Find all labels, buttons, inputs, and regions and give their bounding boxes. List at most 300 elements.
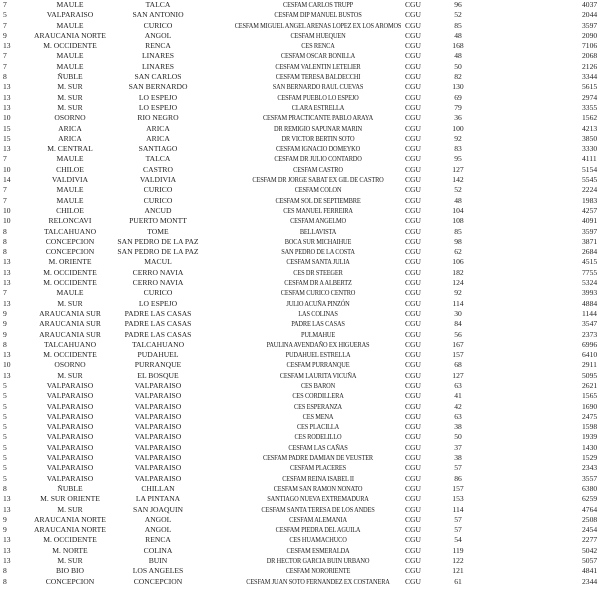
establishment-name-cell: CES ESPERANZA xyxy=(294,401,342,411)
health-service-cell: OSORNO xyxy=(54,360,86,370)
value-b-cell: 3344 xyxy=(582,72,598,82)
establishment-name-cell: CESFAM PLACERES xyxy=(289,463,347,473)
commune-cell: SAN PEDRO DE LA PAZ xyxy=(117,236,199,246)
table-row xyxy=(0,216,600,226)
establishment-name-cell: CESFAM REINA ISABEL II xyxy=(282,473,354,483)
table-row xyxy=(0,196,600,206)
value-a-cell: 96 xyxy=(454,0,462,9)
value-a-cell: 50 xyxy=(454,61,462,71)
value-b-cell: 1690 xyxy=(582,401,598,411)
value-b-cell: 2475 xyxy=(582,411,598,421)
value-a-cell: 63 xyxy=(454,411,462,421)
table-row xyxy=(0,31,600,41)
value-a-cell: 142 xyxy=(452,175,464,185)
health-service-cell: VALPARAISO xyxy=(46,442,94,452)
establishment-name-cell: PULMAHUE xyxy=(300,329,336,339)
table-row xyxy=(0,299,600,309)
establishment-name-cell: CES HUAMACHUCO xyxy=(289,535,347,545)
value-b-cell: 2684 xyxy=(582,247,598,257)
table-row xyxy=(0,484,600,494)
health-service-cell: CHILOE xyxy=(56,205,84,215)
table-row xyxy=(0,525,600,535)
commune-cell: PADRE LAS CASAS xyxy=(124,319,192,329)
table-row xyxy=(0,515,600,525)
type-cell: CGU xyxy=(404,525,422,535)
table-row xyxy=(0,577,600,587)
value-a-cell: 36 xyxy=(454,113,462,123)
health-service-cell: VALPARAISO xyxy=(46,411,94,421)
commune-cell: PADRE LAS CASAS xyxy=(124,308,192,318)
health-service-cell: VALPARAISO xyxy=(46,422,94,432)
region-number-cell: 5 xyxy=(3,401,7,411)
type-cell: CGU xyxy=(404,350,422,360)
establishment-name-cell: CESFAM COLON xyxy=(294,185,342,195)
region-number-cell: 5 xyxy=(3,391,7,401)
region-number-cell: 10 xyxy=(3,113,11,123)
type-cell: CGU xyxy=(404,380,422,390)
health-service-cell: RELONCAVI xyxy=(48,216,92,226)
table-row xyxy=(0,21,600,31)
commune-cell: ANGOL xyxy=(144,30,172,40)
establishment-name-cell: DR HECTOR GARCIA BUIN URBANO xyxy=(266,556,370,566)
table-row xyxy=(0,371,600,381)
region-number-cell: 13 xyxy=(3,535,11,545)
establishment-name-cell: CLARA ESTRELLA xyxy=(291,102,345,112)
value-a-cell: 61 xyxy=(454,576,462,586)
type-cell: CGU xyxy=(404,236,422,246)
commune-cell: VALPARAISO xyxy=(134,432,182,442)
establishment-name-cell: SANTIAGO NUEVA EXTREMADURA xyxy=(267,494,369,504)
health-service-cell: ARAUCANIA NORTE xyxy=(34,525,106,535)
value-a-cell: 153 xyxy=(452,494,464,504)
value-a-cell: 119 xyxy=(452,545,464,555)
table-row xyxy=(0,412,600,422)
health-service-cell: ARAUCANIA NORTE xyxy=(34,30,106,40)
value-a-cell: 85 xyxy=(454,20,462,30)
establishment-name-cell: JULIO ACUÑA PINZÓN xyxy=(286,298,350,308)
region-number-cell: 10 xyxy=(3,205,11,215)
health-service-cell: VALDIVIA xyxy=(51,175,89,185)
commune-cell: SAN PEDRO DE LA PAZ xyxy=(117,247,199,257)
establishment-name-cell: CESFAM LAURITA VICUÑA xyxy=(279,370,357,380)
value-b-cell: 5057 xyxy=(582,556,598,566)
establishment-name-cell: CESFAM ALEMANIA xyxy=(289,514,347,524)
region-number-cell: 5 xyxy=(3,380,7,390)
table-row xyxy=(0,319,600,329)
value-a-cell: 92 xyxy=(454,288,462,298)
value-b-cell: 5545 xyxy=(582,175,598,185)
establishment-name-cell: CESFAM DIP MANUEL BUSTOS xyxy=(274,10,362,20)
establishment-name-cell: CESFAM PIEDRA DEL AGUILA xyxy=(275,525,361,535)
type-cell: CGU xyxy=(404,308,422,318)
region-number-cell: 9 xyxy=(3,514,7,524)
value-b-cell: 4257 xyxy=(582,205,598,215)
value-b-cell: 3557 xyxy=(582,473,598,483)
health-service-cell: M. OCCIDENTE xyxy=(43,278,97,288)
type-cell: CGU xyxy=(404,0,422,9)
table-row xyxy=(0,463,600,473)
value-a-cell: 114 xyxy=(452,504,464,514)
table-row xyxy=(0,330,600,340)
health-service-cell: MAULE xyxy=(56,288,84,298)
region-number-cell: 8 xyxy=(3,576,7,586)
commune-cell: SANTIAGO xyxy=(138,144,178,154)
type-cell: CGU xyxy=(404,185,422,195)
value-b-cell: 2126 xyxy=(582,61,598,71)
value-b-cell: 3871 xyxy=(582,236,598,246)
value-a-cell: 86 xyxy=(454,473,462,483)
establishment-name-cell: SAN PEDRO DE LA COSTA xyxy=(281,247,355,257)
value-b-cell: 5095 xyxy=(582,370,598,380)
table-row xyxy=(0,144,600,154)
table-row xyxy=(0,62,600,72)
commune-cell: PADRE LAS CASAS xyxy=(124,329,192,339)
health-service-cell: TALCAHUANO xyxy=(43,339,97,349)
value-b-cell: 1562 xyxy=(582,113,598,123)
type-cell: CGU xyxy=(404,463,422,473)
type-cell: CGU xyxy=(404,226,422,236)
value-b-cell: 6380 xyxy=(582,483,598,493)
table-row xyxy=(0,185,600,195)
type-cell: CGU xyxy=(404,61,422,71)
region-number-cell: 8 xyxy=(3,226,7,236)
table-row xyxy=(0,494,600,504)
value-a-cell: 38 xyxy=(454,422,462,432)
table-row xyxy=(0,546,600,556)
value-a-cell: 95 xyxy=(454,154,462,164)
value-a-cell: 127 xyxy=(452,370,464,380)
region-number-cell: 13 xyxy=(3,102,11,112)
health-service-cell: VALPARAISO xyxy=(46,463,94,473)
commune-cell: PURRANQUE xyxy=(134,360,182,370)
value-b-cell: 7106 xyxy=(582,41,598,51)
value-b-cell: 2373 xyxy=(582,329,598,339)
value-a-cell: 83 xyxy=(454,144,462,154)
value-b-cell: 4037 xyxy=(582,0,598,9)
value-a-cell: 63 xyxy=(454,380,462,390)
value-b-cell: 3597 xyxy=(582,226,598,236)
table-row xyxy=(0,288,600,298)
region-number-cell: 14 xyxy=(3,175,11,185)
commune-cell: LOS ANGELES xyxy=(132,566,184,576)
type-cell: CGU xyxy=(404,483,422,493)
commune-cell: VALPARAISO xyxy=(134,411,182,421)
commune-cell: CURICO xyxy=(143,195,173,205)
commune-cell: LO ESPEJO xyxy=(138,102,178,112)
table-row xyxy=(0,247,600,257)
value-b-cell: 3850 xyxy=(582,133,598,143)
health-service-cell: MAULE xyxy=(56,195,84,205)
region-number-cell: 13 xyxy=(3,82,11,92)
table-row xyxy=(0,175,600,185)
establishment-name-cell: CESFAM SOL DE SEPTIEMBRE xyxy=(275,195,361,205)
establishment-name-cell: CESFAM CARLOS TRUPP xyxy=(283,0,353,9)
type-cell: CGU xyxy=(404,473,422,483)
type-cell: CGU xyxy=(404,556,422,566)
commune-cell: VALPARAISO xyxy=(134,463,182,473)
health-service-cell: VALPARAISO xyxy=(46,401,94,411)
type-cell: CGU xyxy=(404,20,422,30)
type-cell: CGU xyxy=(404,319,422,329)
health-service-cell: CHILOE xyxy=(56,164,84,174)
establishment-name-cell: CESFAM VALENTIN LETELIER xyxy=(275,61,361,71)
region-number-cell: 13 xyxy=(3,298,11,308)
value-a-cell: 38 xyxy=(454,453,462,463)
type-cell: CGU xyxy=(404,504,422,514)
health-service-cell: VALPARAISO xyxy=(46,453,94,463)
value-a-cell: 41 xyxy=(454,391,462,401)
health-service-cell: MAULE xyxy=(56,0,84,9)
establishment-name-cell: BELLAVISTA xyxy=(299,226,337,236)
type-cell: CGU xyxy=(404,494,422,504)
type-cell: CGU xyxy=(404,195,422,205)
value-a-cell: 124 xyxy=(452,278,464,288)
value-b-cell: 1939 xyxy=(582,432,598,442)
health-service-cell: M. OCCIDENTE xyxy=(43,350,97,360)
type-cell: CGU xyxy=(404,175,422,185)
value-b-cell: 4213 xyxy=(582,123,598,133)
type-cell: CGU xyxy=(404,123,422,133)
establishment-name-cell: DR VICTOR BERTIN SOTO xyxy=(281,133,355,143)
establishment-name-cell: CES PLACILLA xyxy=(296,422,340,432)
type-cell: CGU xyxy=(404,576,422,586)
establishment-name-cell: CESFAM DR JORGE SABAT EX GIL DE CASTRO xyxy=(252,175,384,185)
region-number-cell: 13 xyxy=(3,144,11,154)
health-service-cell: MAULE xyxy=(56,185,84,195)
commune-cell: VALPARAISO xyxy=(134,391,182,401)
commune-cell: VALPARAISO xyxy=(134,453,182,463)
region-number-cell: 8 xyxy=(3,566,7,576)
health-service-cell: M. SUR ORIENTE xyxy=(40,494,100,504)
commune-cell: RENCA xyxy=(145,535,171,545)
type-cell: CGU xyxy=(404,102,422,112)
health-service-cell: ARICA xyxy=(58,123,82,133)
value-a-cell: 57 xyxy=(454,514,462,524)
value-b-cell: 6259 xyxy=(582,494,598,504)
table-row xyxy=(0,278,600,288)
health-service-cell: ARAUCANIA SUR xyxy=(39,329,101,339)
table-row xyxy=(0,93,600,103)
type-cell: CGU xyxy=(404,442,422,452)
commune-cell: PUERTO MONTT xyxy=(129,216,187,226)
region-number-cell: 5 xyxy=(3,422,7,432)
commune-cell: CHILLAN xyxy=(141,483,175,493)
table-row xyxy=(0,556,600,566)
commune-cell: ARICA xyxy=(146,123,170,133)
health-service-cell: ARICA xyxy=(58,133,82,143)
region-number-cell: 13 xyxy=(3,494,11,504)
type-cell: CGU xyxy=(404,113,422,123)
region-number-cell: 13 xyxy=(3,370,11,380)
establishment-name-cell: CESFAM DR A ALBERTZ xyxy=(284,278,352,288)
value-b-cell: 3547 xyxy=(582,319,598,329)
table-row xyxy=(0,206,600,216)
value-b-cell: 6410 xyxy=(582,350,598,360)
table-row xyxy=(0,10,600,20)
value-a-cell: 92 xyxy=(454,133,462,143)
commune-cell: SAN BERNARDO xyxy=(128,82,188,92)
value-a-cell: 52 xyxy=(454,185,462,195)
table-row xyxy=(0,309,600,319)
commune-cell: ANGOL xyxy=(144,525,172,535)
value-a-cell: 100 xyxy=(452,123,464,133)
value-b-cell: 3993 xyxy=(582,288,598,298)
health-service-cell: TALCAHUANO xyxy=(43,226,97,236)
value-a-cell: 127 xyxy=(452,164,464,174)
region-number-cell: 9 xyxy=(3,329,7,339)
commune-cell: VALDIVIA xyxy=(139,175,177,185)
region-number-cell: 13 xyxy=(3,257,11,267)
establishment-name-cell: CES MENA xyxy=(302,411,334,421)
establishment-name-cell: CESFAM MIGUEL ANGEL ARENAS LOPEZ EX LOS AROMOS xyxy=(234,20,402,30)
health-service-cell: MAULE xyxy=(56,51,84,61)
value-a-cell: 79 xyxy=(454,102,462,112)
table-row xyxy=(0,227,600,237)
value-a-cell: 57 xyxy=(454,463,462,473)
region-number-cell: 7 xyxy=(3,61,7,71)
commune-cell: SAN CARLOS xyxy=(134,72,182,82)
value-b-cell: 1598 xyxy=(582,422,598,432)
value-a-cell: 157 xyxy=(452,350,464,360)
type-cell: CGU xyxy=(404,257,422,267)
table-row xyxy=(0,134,600,144)
establishment-name-cell: CESFAM ANGELMO xyxy=(290,216,346,226)
health-service-cell: M. SUR xyxy=(57,92,83,102)
region-number-cell: 5 xyxy=(3,442,7,452)
table-row xyxy=(0,103,600,113)
establishment-name-cell: CESFAM PUEBLO LO ESPEJO xyxy=(277,92,359,102)
table-row xyxy=(0,360,600,370)
commune-cell: LINARES xyxy=(141,61,175,71)
value-a-cell: 68 xyxy=(454,360,462,370)
region-number-cell: 8 xyxy=(3,236,7,246)
type-cell: CGU xyxy=(404,432,422,442)
health-service-cell: M. CENTRAL xyxy=(47,144,93,154)
value-b-cell: 1144 xyxy=(582,308,597,318)
value-a-cell: 84 xyxy=(454,319,462,329)
type-cell: CGU xyxy=(404,205,422,215)
region-number-cell: 13 xyxy=(3,41,11,51)
table-row xyxy=(0,535,600,545)
value-a-cell: 98 xyxy=(454,236,462,246)
health-service-cell: M. SUR xyxy=(57,298,83,308)
region-number-cell: 5 xyxy=(3,411,7,421)
type-cell: CGU xyxy=(404,453,422,463)
region-number-cell: 5 xyxy=(3,453,7,463)
value-b-cell: 2343 xyxy=(582,463,598,473)
region-number-cell: 8 xyxy=(3,483,7,493)
commune-cell: LA PINTANA xyxy=(135,494,181,504)
value-a-cell: 69 xyxy=(454,92,462,102)
establishment-name-cell: CESFAM HUEQUEN xyxy=(290,30,346,40)
establishment-name-cell: CESFAM PADRE DAMIAN DE VEUSTER xyxy=(262,453,374,463)
region-number-cell: 13 xyxy=(3,350,11,360)
health-service-cell: VALPARAISO xyxy=(46,380,94,390)
region-number-cell: 7 xyxy=(3,185,7,195)
value-a-cell: 48 xyxy=(454,51,462,61)
region-number-cell: 7 xyxy=(3,288,7,298)
type-cell: CGU xyxy=(404,339,422,349)
establishment-name-cell: CESFAM PRACTICANTE PABLO ARAYA xyxy=(262,113,374,123)
establishment-name-cell: PUDAHUEL ESTRELLA xyxy=(285,350,351,360)
type-cell: CGU xyxy=(404,278,422,288)
commune-cell: CONCEPCION xyxy=(133,576,183,586)
establishment-name-cell: CESFAM SAN RAMON NONATO xyxy=(273,483,363,493)
value-a-cell: 167 xyxy=(452,339,464,349)
establishment-name-cell: CESFAM LAS CAÑAS xyxy=(288,442,348,452)
value-a-cell: 157 xyxy=(452,483,464,493)
type-cell: CGU xyxy=(404,154,422,164)
health-service-cell: ÑUBLE xyxy=(57,483,83,493)
value-b-cell: 7755 xyxy=(582,267,598,277)
commune-cell: CURICO xyxy=(143,288,173,298)
value-b-cell: 2621 xyxy=(582,380,598,390)
commune-cell: CERRO NAVIA xyxy=(132,278,184,288)
type-cell: CGU xyxy=(404,10,422,20)
health-service-cell: M. OCCIDENTE xyxy=(43,267,97,277)
value-b-cell: 4091 xyxy=(582,216,598,226)
health-service-cell: VALPARAISO xyxy=(46,432,94,442)
establishment-name-cell: CES BARON xyxy=(300,380,336,390)
region-number-cell: 9 xyxy=(3,30,7,40)
table-row xyxy=(0,474,600,484)
health-service-cell: ARAUCANIA NORTE xyxy=(34,514,106,524)
region-number-cell: 7 xyxy=(3,51,7,61)
health-service-cell: VALPARAISO xyxy=(46,10,94,20)
value-b-cell: 2974 xyxy=(582,92,598,102)
health-service-cell: BIO BIO xyxy=(55,566,85,576)
value-a-cell: 108 xyxy=(452,216,464,226)
region-number-cell: 7 xyxy=(3,20,7,30)
health-service-cell: CONCEPCION xyxy=(45,236,95,246)
commune-cell: LO ESPEJO xyxy=(138,298,178,308)
region-number-cell: 13 xyxy=(3,278,11,288)
table-row xyxy=(0,402,600,412)
region-number-cell: 9 xyxy=(3,308,7,318)
value-b-cell: 4884 xyxy=(582,298,598,308)
establishment-name-cell: PAULINA AVENDAÑO EX HIGUERAS xyxy=(266,339,370,349)
establishment-name-cell: CESFAM CURICO CENTRO xyxy=(280,288,356,298)
table-row xyxy=(0,432,600,442)
commune-cell: ANGOL xyxy=(144,514,172,524)
establishment-name-cell: DR REMIGIO SAPUNAR MARIN xyxy=(274,123,362,133)
value-a-cell: 42 xyxy=(454,401,462,411)
value-b-cell: 2090 xyxy=(582,30,598,40)
table-row xyxy=(0,391,600,401)
region-number-cell: 7 xyxy=(3,0,7,9)
type-cell: CGU xyxy=(404,164,422,174)
type-cell: CGU xyxy=(404,370,422,380)
establishment-name-cell: CESFAM PURRANQUE xyxy=(286,360,350,370)
value-b-cell: 2224 xyxy=(582,185,598,195)
table-row xyxy=(0,51,600,61)
region-number-cell: 13 xyxy=(3,504,11,514)
establishment-name-cell: CESFAM OSCAR BONILLA xyxy=(280,51,356,61)
commune-cell: LINARES xyxy=(141,51,175,61)
table-row xyxy=(0,237,600,247)
commune-cell: VALPARAISO xyxy=(134,422,182,432)
health-service-cell: M. SUR xyxy=(57,82,83,92)
value-b-cell: 1430 xyxy=(582,442,598,452)
value-b-cell: 4515 xyxy=(582,257,598,267)
value-a-cell: 121 xyxy=(452,566,464,576)
commune-cell: RIO NEGRO xyxy=(137,113,179,123)
establishment-name-cell: CESFAM ESMERALDA xyxy=(286,545,350,555)
value-a-cell: 37 xyxy=(454,442,462,452)
health-service-cell: MAULE xyxy=(56,20,84,30)
value-b-cell: 5615 xyxy=(582,82,598,92)
value-b-cell: 5042 xyxy=(582,545,598,555)
